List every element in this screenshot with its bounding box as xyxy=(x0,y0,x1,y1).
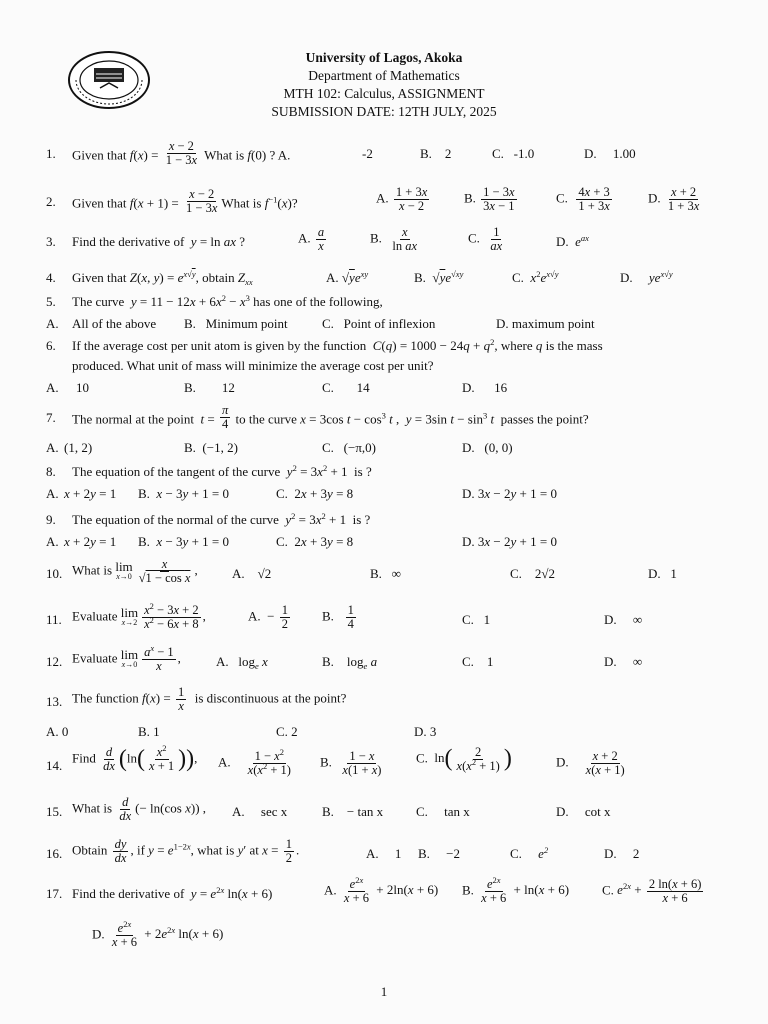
option-letter: C. xyxy=(510,846,522,861)
option-A: √2 xyxy=(257,566,272,581)
option-letter: C. xyxy=(416,750,428,766)
question-text: ? xyxy=(291,195,298,211)
option-letter: C. xyxy=(510,566,522,581)
question-number: 2. xyxy=(46,194,56,209)
option-letter: B. xyxy=(184,380,196,395)
option-B: $\frac{1 - 3x}{3x - 1}$ xyxy=(483,185,515,213)
option-letter: C. xyxy=(462,654,474,669)
question-text: Given that xyxy=(72,147,127,163)
option-letter: D. xyxy=(604,654,617,669)
option-B: (−1, 2) xyxy=(202,440,238,455)
option-B: 12 xyxy=(221,380,235,395)
option-letter: D. xyxy=(604,846,617,861)
question-text: Given that xyxy=(72,270,127,285)
option-D: ∞ xyxy=(632,654,643,669)
option-A: All of the above xyxy=(72,316,157,331)
option-A: 1 xyxy=(394,846,402,861)
option-letter: A. xyxy=(376,190,389,206)
option-C: -1.0 xyxy=(513,146,535,161)
option-letter: A. xyxy=(326,270,339,285)
option-letter: D. xyxy=(648,190,661,206)
option-D: cot x xyxy=(584,804,611,819)
option-letter: A. xyxy=(232,566,245,581)
option-C: (−π,0) xyxy=(343,440,376,455)
option-letter: D. xyxy=(462,534,475,549)
option-letter: D. xyxy=(462,486,475,501)
option-D: ∞ xyxy=(632,612,643,627)
option-D: $\frac{x + 2}{x(x + 1)}$ xyxy=(585,749,625,777)
option-A: $\frac{e^{2x}}{x + 6}$ + 2ln(x + 6) xyxy=(343,875,439,905)
question-number: 14. xyxy=(46,758,63,773)
option-letter: A. xyxy=(46,486,59,501)
option-letter: B. xyxy=(420,146,432,161)
question-number: 7. xyxy=(46,410,56,425)
option-A: $√ye^{xy}$ xyxy=(341,269,369,285)
option-C: Point of inflexion xyxy=(343,316,436,331)
option-letter: D. xyxy=(556,804,569,819)
question-text: , if xyxy=(130,842,145,858)
option-A: $\frac{1}{2}$ xyxy=(281,603,288,631)
question-text: The normal at the point xyxy=(72,411,195,427)
option-letter: D. xyxy=(462,440,475,455)
option-B: $√ye^{√xy}$ xyxy=(432,269,464,285)
option-C: tan x xyxy=(444,804,470,819)
option-C: 2√2 xyxy=(534,566,556,581)
option-letter: A. xyxy=(218,754,231,770)
option-A: $\frac{1 + 3x}{x - 2}$ xyxy=(395,185,428,213)
option-letter: B. xyxy=(138,486,150,501)
option-B: ∞ xyxy=(391,566,401,581)
option-letter: B. xyxy=(184,440,196,455)
page-number: 1 xyxy=(380,984,388,999)
option-A: 10 xyxy=(76,380,89,395)
option-letter: C. xyxy=(492,146,504,161)
option-C: 2x + 3y = 8 xyxy=(294,486,354,501)
question-text: Given that xyxy=(72,195,127,211)
option-D: 3 xyxy=(429,724,437,739)
option-B: $\frac{1}{4}$ xyxy=(347,603,354,631)
option-letter: C. xyxy=(322,380,334,395)
question-number: 11. xyxy=(46,612,62,627)
question-number: 5. xyxy=(46,294,56,309)
option-letter: D. xyxy=(414,724,427,739)
option-letter: C. xyxy=(512,270,524,285)
question-text: is ? xyxy=(354,464,372,479)
option-letter: B. xyxy=(322,654,334,669)
option-B: 2 xyxy=(444,146,452,161)
option-B: $\frac{x}{\text{ln ax}}$ xyxy=(392,225,418,253)
option-letter: A. xyxy=(216,654,229,669)
question-number: 15. xyxy=(46,804,63,819)
option-A: -2 xyxy=(362,146,373,161)
option-letter: D. xyxy=(462,380,475,395)
question-text: What is xyxy=(221,195,262,211)
question-text: , where xyxy=(494,338,533,353)
option-D: 3x − 2y + 1 = 0 xyxy=(477,486,557,501)
submission-date: SUBMISSION DATE: 12TH JULY, 2025 xyxy=(271,104,497,119)
option-letter: D. xyxy=(584,146,597,161)
option-C: 1 xyxy=(483,612,491,627)
question-text: The function xyxy=(72,690,139,706)
option-D: $\frac{e^{2x}}{x + 6}$ + $2e^{2x}$ ln(x + 6) xyxy=(111,919,224,949)
option-letter: B. xyxy=(418,846,430,861)
question-text: is discontinuous at the point? xyxy=(194,690,347,706)
question-text: is the mass xyxy=(545,338,603,353)
question-text: to the curve xyxy=(235,411,297,427)
question-text: Find xyxy=(72,750,96,766)
question-text: What is xyxy=(72,800,113,816)
option-D: 16 xyxy=(494,380,508,395)
option-letter: B. xyxy=(462,882,474,898)
question-text: produced. What unit of mass will minimize the average cost per unit? xyxy=(72,358,434,373)
option-letter: A. xyxy=(298,230,311,246)
option-D: $ye^{x√y}$ xyxy=(648,269,673,285)
question-text: , obtain xyxy=(195,270,235,285)
department-name: Department of Mathematics xyxy=(308,68,460,83)
question-number: 9. xyxy=(46,512,56,527)
question-number: 10. xyxy=(46,566,63,581)
option-A: $\log_e x$ xyxy=(238,654,268,671)
option-C: 14 xyxy=(356,380,370,395)
option-letter: C. xyxy=(468,230,480,246)
option-letter: A. xyxy=(46,380,59,395)
option-letter: A. xyxy=(324,882,337,898)
option-letter: B. xyxy=(320,754,332,770)
option-letter: D. xyxy=(556,754,569,770)
option-C: 2 xyxy=(291,724,298,739)
option-C: ln( $\frac{2}{x(x^2 + 1)}$ ) xyxy=(434,745,512,773)
question-text: Evaluate xyxy=(72,650,118,666)
option-C: $x^2e^{x√y}$ xyxy=(530,269,559,285)
question-text: The equation of the normal of the curve xyxy=(72,512,279,527)
question-text: passes the point? xyxy=(500,411,589,427)
question-number: 16. xyxy=(46,846,63,861)
question-text: ? A. xyxy=(269,147,291,163)
option-A: $\frac{1 - x^2}{x(x^2 + 1)}$ xyxy=(247,747,291,777)
option-B: − tan x xyxy=(346,804,384,819)
option-A: sec x xyxy=(260,804,288,819)
option-A: (1, 2) xyxy=(64,440,93,455)
question-text: Find the derivative of xyxy=(72,886,185,901)
option-letter: C. xyxy=(276,486,288,501)
option-A: 0 xyxy=(61,724,69,739)
option-B: $\frac{e^{2x}}{x + 6}$ + ln(x + 6) xyxy=(481,875,570,905)
option-letter: D. xyxy=(496,316,509,331)
question-text: Obtain xyxy=(72,842,108,858)
option-letter: C. xyxy=(322,316,334,331)
question-text: , what is xyxy=(190,842,235,858)
option-letter: D. xyxy=(556,234,569,249)
question-number: 13. xyxy=(46,694,63,709)
option-D: $\frac{x + 2}{1 + 3x}$ xyxy=(667,185,700,213)
option-letter: A. xyxy=(232,804,245,819)
option-A: $\frac{a}{x}$ xyxy=(317,225,325,253)
option-D: 1.00 xyxy=(612,146,636,161)
option-letter: B. xyxy=(138,724,150,739)
option-letter: B. xyxy=(138,534,150,549)
option-C: 2x + 3y = 8 xyxy=(294,534,354,549)
course-title: MTH 102: Calculus, ASSIGNMENT xyxy=(283,86,485,101)
option-letter: C. xyxy=(416,804,428,819)
option-B: $\frac{1 - x}{x(1 + x)}$ xyxy=(342,749,382,777)
question-text: What is xyxy=(204,147,245,163)
option-D: maximum point xyxy=(511,316,595,331)
option-letter: B. xyxy=(464,190,476,206)
question-text: is ? xyxy=(352,512,371,527)
question-text: The curve xyxy=(72,294,125,309)
option-letter: B. xyxy=(322,804,334,819)
question-number: 8. xyxy=(46,464,56,479)
option-letter: A. xyxy=(46,724,59,739)
question-text: Find the derivative of xyxy=(72,234,185,249)
question-text: If the average cost per unit atom is given by the function xyxy=(72,338,367,353)
option-letter: C. xyxy=(556,190,568,206)
option-letter: B. xyxy=(414,270,426,285)
option-B: x − 3y + 1 = 0 xyxy=(156,486,229,501)
option-letter: C. xyxy=(602,882,614,898)
option-C: $\frac{4x + 3}{1 + 3x}$ xyxy=(578,185,610,213)
option-B: 1 xyxy=(153,724,160,739)
option-D: (0, 0) xyxy=(484,440,513,455)
option-D: 3x − 2y + 1 = 0 xyxy=(477,534,557,549)
option-C: 1 xyxy=(486,654,494,669)
option-B: $\log_e a$ xyxy=(346,654,378,671)
option-B: −2 xyxy=(446,846,461,861)
option-letter: C. xyxy=(462,612,474,627)
assignment-page: University of Lagos, Akoka Department of Mathematics MTH 102: Calculus, ASSIGNMENT SUBMISSION DATE: 12TH JULY, 2025 1. Given that f(x) = $\frac{x - 2}{1 - 3x}$ What is f(0) ? A. -2 B. 2 C. -1.0 D. 1.00 2. Given that f(x + 1) = $\frac{x - 2}{1 - 3x}$ What is $f^{-1}(x)$? A. $\frac{1 + 3x}{x - 2}$ B. $\frac{1 - 3x}{3x - 1}$ C. $\frac{4x + 3}{1 + 3x}$ D. $\frac{x + 2}{1 + 3x}$ 3. Find the derivative of y = ln ax ? A. $\frac{a}{x}$ B. $\frac{x}{\text{ln ax}}$ C. $\frac{1}{ax}$ D. $e^{ax}$ 4. Given that Z(x, $y) = e^{x√y}$, obtain $Z_{xx}$ A. $√ye^{xy}$ B. $√ye^{√xy}$ C. $x^2e^{x√y}$ D. $ye^{x√y}$ 5. The curve $y = 11 - 12x + 6x^2 - x^3$ has one of the following, A. All of the above B. Minimum point C. Point of inflexion D. maximum point 6. If the average cost per unit atom is given by the function $C(q) = 1000 - 24q + q^2$, where q is the mass produced. What unit of mass will minimize the average cost per unit? A. 10 B. 12 C. 14 D. 16 7. The normal at the point t = $\frac{\pi}{4}$ to the curve x = 3cos $t - \cos^3 t$ , y = 3sin $t - \sin^3 t$ passes the point? A. (1, 2) B. (−1, 2) C. (−π,0) D. (0, 0) 8. The equation of the tangent of the curve $y^2 = 3x^2 + 1$ is ? A. x + 2y = 1 B. x − 3y + 1 = 0 C. 2x + 3y = 8 D. 3x − 2y + 1 = 0 9. The equation of the normal of the curve $y^2 = 3x^2 + 1$ is ? A. x + 2y = 1 B. x − 3y + 1 = 0 C. 2x + 3y = 8 D. 3x − 2y + 1 = 0 10. What is lim x→0 $\frac{x}{\text{√1 − cos x}}$ , A. √2 B. ∞ C. 2√2 D. 1 11. Evaluate lim x→2 $\frac{x^2 - 3x + 2}{x^2 - 6x + 8}$ , A. − $\frac{1}{2}$ B. $\frac{1}{4}$ C. 1 D. ∞ 12. Evaluate lim x→0 $\frac{a^x - 1}{x}$ , A. $\log_e x$ B. $\log_e a$ C. 1 D. ∞ 13. The function f(x) = $\frac{1}{x}$ is discontinuous at the point? A. 0 B. 1 C. 2 D. 3 14. Find $\frac{d}{dx}$ (ln( $\frac{x^2}{x + 1}$ )), A. $\frac{1 - x^2}{x(x^2 + 1)}$ B. $\frac{1 - x}{x(1 + x)}$ C. ln( $\frac{2}{x(x^2 + 1)}$ ) D. $\frac{x + 2}{x(x + 1)}$ 15. What is $\frac{d}{dx}$ (− ln(cos x)) , A. sec x B. − tan x C. tan x D. cot x 16. Obtain $\frac{dy}{dx}$ , if $y = e^{1-2x}$, what is y′ at x = $\frac{1}{2}$ . A. 1 B. −2 C. $e^2$ D. 2 17. Find the derivative of $y = e^{2x}$ ln(x + 6) A. $\frac{e^{2x}}{x + 6}$ + 2ln(x + 6) B. $\frac{e^{2x}}{x + 6}$ + ln(x + 6) C. $e^{2x}$ + $\frac{2 \ln(x + 6)}{x + 6}$ D. $\frac{e^{2x}}{x + 6}$ + $2e^{2x}$ ln(x + 6) 1 xyxy=(0,0,768,1024)
option-B: x − 3y + 1 = 0 xyxy=(156,534,229,549)
question-text: at xyxy=(249,842,259,858)
question-text: Evaluate xyxy=(72,608,118,624)
option-letter: B. xyxy=(322,608,334,624)
option-letter: A. xyxy=(366,846,379,861)
option-letter: B. xyxy=(370,230,382,246)
option-D: $e^{ax}$ xyxy=(575,233,589,249)
option-letter: A. xyxy=(46,316,59,331)
option-letter: D. xyxy=(648,566,661,581)
option-D: 2 xyxy=(632,846,640,861)
option-D: 1 xyxy=(670,566,677,581)
option-letter: B. xyxy=(370,566,382,581)
university-name: University of Lagos, Akoka xyxy=(305,50,463,65)
option-letter: A. xyxy=(46,534,59,549)
question-text: What is xyxy=(72,562,113,578)
option-letter: C. xyxy=(276,724,288,739)
option-letter: C. xyxy=(322,440,334,455)
option-A: x + 2y = 1 xyxy=(64,534,117,549)
question-number: 1. xyxy=(46,146,56,161)
question-text: The equation of the tangent of the curve xyxy=(72,464,281,479)
option-letter: D. xyxy=(92,926,105,942)
option-letter: B. xyxy=(184,316,196,331)
question-number: 4. xyxy=(46,270,56,285)
question-text: has one of the following, xyxy=(253,294,383,309)
question-number: 12. xyxy=(46,654,63,669)
option-C: $e^{2x}$ + $\frac{2 \ln(x + 6)}{x + 6}$ xyxy=(617,877,702,905)
option-letter: C. xyxy=(276,534,288,549)
question-number: 3. xyxy=(46,234,56,249)
question-number: 6. xyxy=(46,338,56,353)
option-letter: D. xyxy=(604,612,617,627)
option-C: $e^2$ xyxy=(538,845,549,861)
option-A: x + 2y = 1 xyxy=(64,486,117,501)
option-letter: A. xyxy=(46,440,59,455)
question-number: 17. xyxy=(46,886,63,901)
option-letter: A. xyxy=(248,608,261,624)
option-letter: D. xyxy=(620,270,633,285)
option-B: Minimum point xyxy=(205,316,288,331)
option-C: $\frac{1}{ax}$ xyxy=(490,225,503,253)
